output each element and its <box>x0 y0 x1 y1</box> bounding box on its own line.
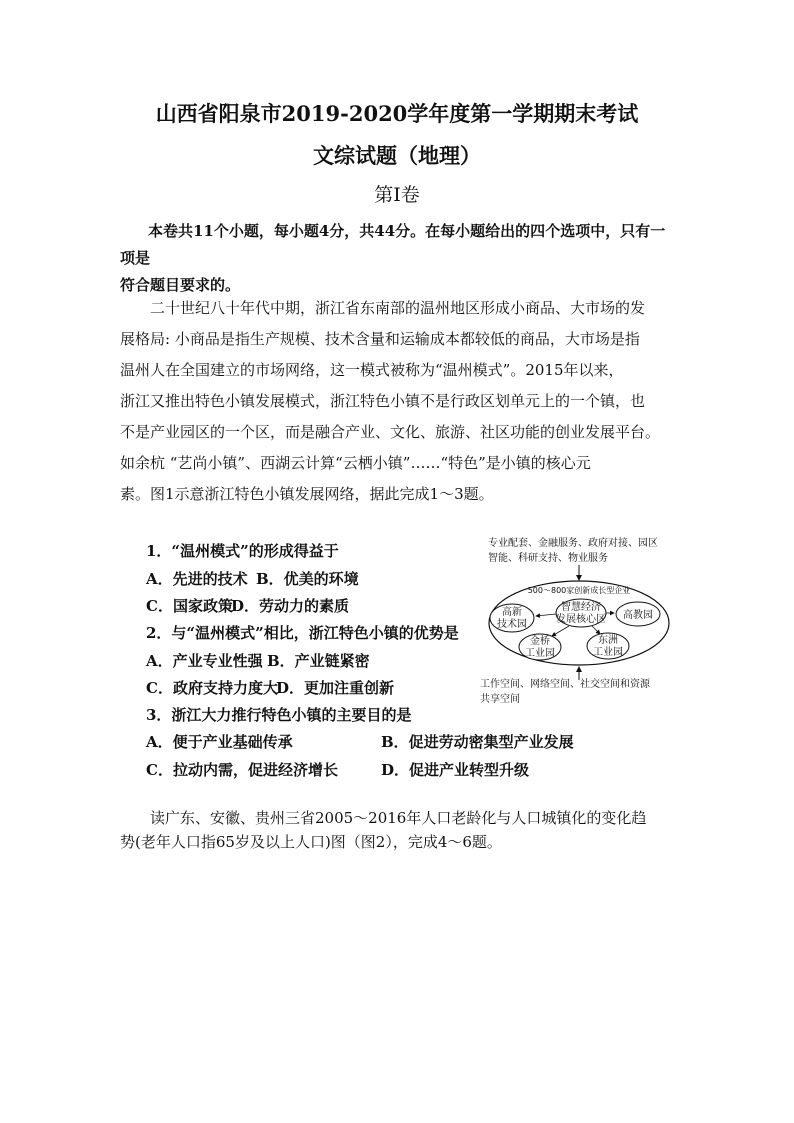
material-line: 势(老年人口指65岁及以上人口)图（图2），完成4～6题。 <box>120 833 502 851</box>
question-3-option-a: A．便于产业基础传承 <box>146 733 293 751</box>
question-1-option-b: B．优美的环境 <box>256 570 359 588</box>
material-paragraph-1 <box>120 293 680 510</box>
question-1-option-c: C．国家政策 <box>146 597 233 615</box>
core-label-2: 发展核心区 <box>556 614 606 625</box>
instructions <box>120 218 680 299</box>
arrow-core-left <box>536 614 556 616</box>
question-1-stem: 1．“温州模式”的形成得益于 <box>146 542 339 560</box>
ring-label: 500～800家创新成长型企业 <box>527 586 631 595</box>
bottom-right-label-1: 东洲 <box>598 635 618 646</box>
question-3-stem: 3．浙江大力推行特色小镇的主要目的是 <box>146 706 412 724</box>
material-paragraph-2 <box>120 806 680 854</box>
material-line: 浙江又推出特色小镇发展模式，浙江特色小镇不是行政区划单元上的一个镇，也 <box>120 392 646 410</box>
material-line: 素。图1示意浙江特色小镇发展网络，据此完成1～3题。 <box>120 485 494 503</box>
material-line: 二十世纪八十年代中期，浙江省东南部的温州地区形成小商品、大市场的发 <box>150 299 646 317</box>
question-1-option-d: D．劳动力的素质 <box>231 597 350 615</box>
right-label: 高教园 <box>623 610 653 621</box>
core-label-1: 智慧经济 <box>561 602 601 613</box>
question-1-option-a: A．先进的技术 <box>146 570 248 588</box>
material-line: 温州人在全国建立的市场网络，这一模式被称为“温州模式”。2015年以来， <box>120 361 624 379</box>
question-2-option-b: B．产业链紧密 <box>267 652 370 670</box>
arrow-core-bottom-left <box>552 626 569 636</box>
bottom-left-label-1: 金桥 <box>530 636 550 647</box>
question-2-stem: 2．与“温州模式”相比，浙江特色小镇的优势是 <box>146 624 459 642</box>
bottom-right-label-2: 工业园 <box>593 647 623 658</box>
material-line: 如余杭 “艺尚小镇”、西湖云计算“云栖小镇”……“特色”是小镇的核心元 <box>120 454 591 472</box>
exam-subtitle: 文综试题（地理） <box>313 143 481 168</box>
question-3-option-b: B．促进劳动密集型产业发展 <box>381 733 574 751</box>
instructions-line: 符合题目要求的。 <box>120 276 241 294</box>
question-3-option-c: C．拉动内需，促进经济增长 <box>146 761 338 779</box>
question-3-option-d: D．促进产业转型升级 <box>381 761 530 779</box>
figure-bottom-line-1: 工作空间、网络空间、社交空间和资源 <box>480 679 650 690</box>
figure-1-network-diagram <box>480 536 680 706</box>
question-2-option-c: C．政府支持力度大 <box>146 679 278 697</box>
figure-top-line-1: 专业配套、金融服务、政府对接、园区 <box>488 538 658 549</box>
instructions-line: 本卷共11个小题，每小题4分，共44分。在每小题给出的四个选项中，只有一项是 <box>120 222 666 267</box>
figure-top-line-2: 智能、科研支持、物业服务 <box>488 553 608 564</box>
volume-heading: 第Ⅰ卷 <box>374 184 420 206</box>
exam-title: 山西省阳泉市2019-2020学年度第一学期期末考试 <box>155 101 639 126</box>
left-label-2: 技术园 <box>497 619 527 630</box>
material-line: 读广东、安徽、贵州三省2005～2016年人口老龄化与人口城镇化的变化趋 <box>150 809 647 827</box>
bottom-left-label-2: 工业园 <box>525 648 555 659</box>
question-2-option-d: D．更加注重创新 <box>276 679 395 697</box>
figure-bottom-line-2: 共享空间 <box>480 694 520 705</box>
material-line: 不是产业园区的一个区，而是融合产业、文化、旅游、社区功能的创业发展平台。 <box>120 423 661 441</box>
question-2-option-a: A．产业专业性强 <box>146 652 263 670</box>
arrow-core-bottom-right <box>592 626 600 634</box>
material-line: 展格局: 小商品是指生产规模、技术含量和运输成本都较低的商品，大市场是指 <box>120 330 640 348</box>
left-label-1: 高新 <box>502 607 522 618</box>
